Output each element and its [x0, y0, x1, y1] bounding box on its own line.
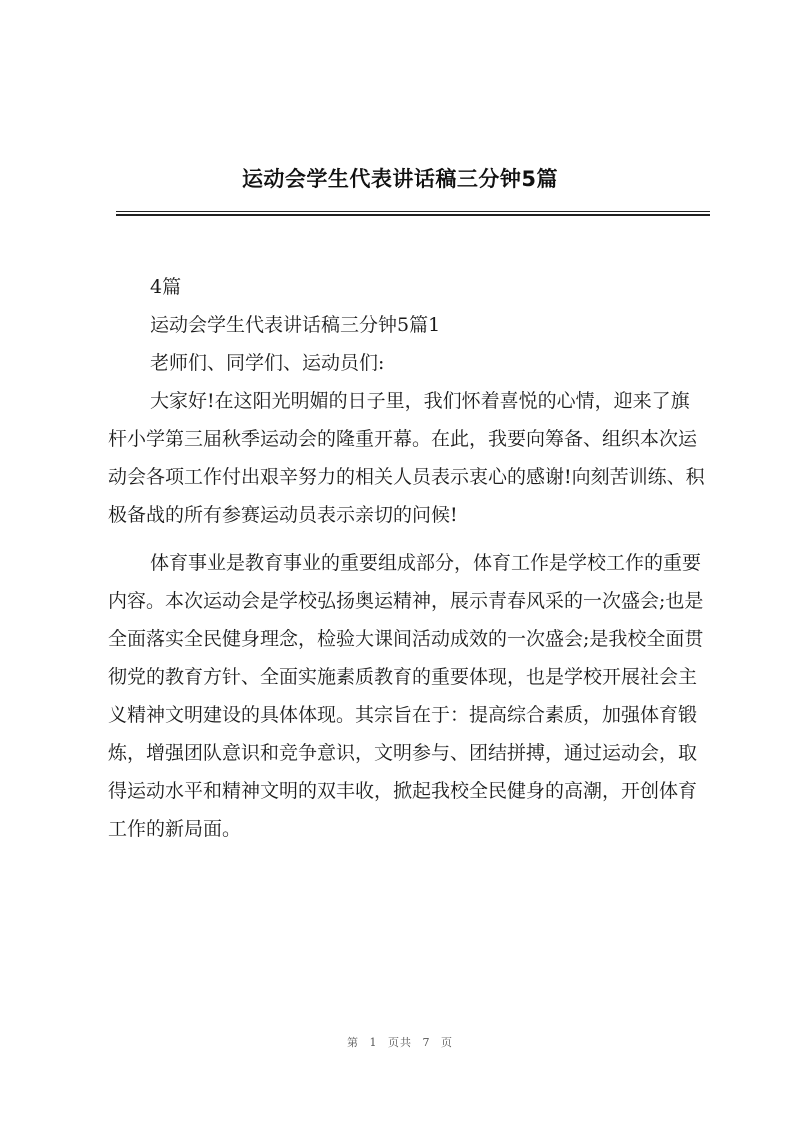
title-divider-thick: [116, 214, 710, 216]
document-title: 运动会学生代表讲话稿三分钟5篇: [241, 167, 559, 191]
paragraph-sports-importance: 体育事业是教育事业的重要组成部分，体育工作是学校工作的重要内容。本次运动会是学校弘扬奥运精神，展示青春风采的一次盛会;也是全面落实全民健身理念，检验大课间活动成效的一次盛会;是我校全面贯彻党的教育方针、全面实施素质教育的重要体现，也是学校开展社会主义精神文明建设的具体体现。其宗旨在于：提高综合素质，加强体育锻炼，增强团队意识和竞争意识，文明参与、团结拼搏，通过运动会，取得运动水平和精神文明的双丰收，掀起我校全民健身的高潮，开创体育工作的新局面。: [108, 552, 704, 840]
paragraph-salutation: 老师们、同学们、运动员们:: [150, 352, 385, 374]
paragraph-speech-heading: 运动会学生代表讲话稿三分钟5篇1: [150, 314, 441, 336]
page-footer: 第 1 页共 7 页: [347, 1036, 453, 1049]
paragraph-section-count: 4篇: [150, 276, 182, 298]
title-divider-thin: [116, 211, 710, 212]
document-body: [108, 268, 708, 848]
paragraph-greeting: 大家好!在这阳光明媚的日子里，我们怀着喜悦的心情，迎来了旗杆小学第三届秋季运动会的隆重开幕。在此，我要向筹备、组织本次运动会各项工作付出艰辛努力的相关人员表示衷心的感谢!向刻苦训练、积极备战的所有参赛运动员表示亲切的问候!: [108, 390, 705, 526]
